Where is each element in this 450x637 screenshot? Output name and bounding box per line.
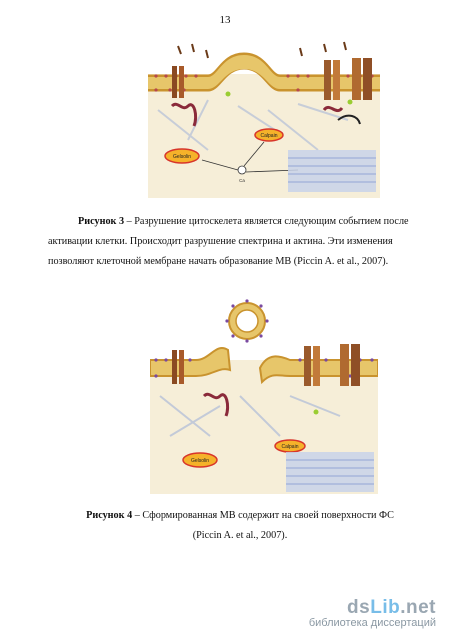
receptor-left-2 [179, 66, 184, 98]
channel-right-3 [352, 58, 361, 100]
ca-ion [238, 166, 246, 174]
ligands [178, 42, 346, 58]
gelsolin-label-2: Gelsolin [190, 458, 210, 464]
figure-3-caption-label: Рисунок 3 [78, 216, 125, 227]
channel-a [304, 346, 311, 386]
signal-dot-3 [314, 410, 319, 415]
page-number: 13 [219, 14, 231, 26]
endoplasmic-reticulum-2 [286, 452, 374, 492]
endoplasmic-reticulum [288, 150, 376, 192]
watermark-brand-lib: Lib [370, 597, 401, 618]
figure-3-caption-line2: активации клетки. Происходит разрушение спектрина и актина. Эти изменения [48, 236, 393, 247]
calpain-label-2: Calpain [281, 444, 299, 450]
ca-label: Ca [239, 178, 245, 183]
receptor-left [172, 66, 177, 98]
figure-4-caption-label: Рисунок 4 [86, 510, 133, 521]
receptor-a [172, 350, 177, 384]
signal-dot [226, 92, 231, 97]
microvesicle [225, 299, 268, 342]
figure-4-caption-line2: (Piccin A. et al., 2007). [192, 530, 288, 541]
figure-3-illustration [148, 40, 380, 198]
figure-3-caption-line1: – Разрушение цитоскелета является следующим событием после [124, 216, 409, 227]
channel-d [351, 344, 360, 386]
watermark-logo[interactable] [309, 597, 436, 619]
signal-dot-2 [348, 100, 353, 105]
watermark-brand-net: .net [400, 597, 436, 618]
figure-3-caption-line3: позволяют клеточной мембране начать образование МВ (Piccin A. et al., 2007). [48, 256, 389, 267]
watermark-brand-ds: ds [347, 597, 371, 618]
calpain-label: Calpain [260, 133, 278, 139]
figure-4-illustration [150, 296, 378, 494]
figure-3-caption [48, 212, 428, 272]
channel-right-2 [333, 60, 340, 100]
watermark-tagline: библиотека диссертаций [308, 617, 436, 629]
channel-right-4 [363, 58, 372, 100]
figure-4-caption-line1: – Сформированная МВ содержит на своей поверхности ФС [132, 510, 394, 521]
channel-c [340, 344, 349, 386]
receptor-b [179, 350, 184, 384]
channel-right-1 [324, 60, 331, 100]
gelsolin-label: Gelsolin [172, 154, 192, 160]
figure-4-caption [50, 506, 430, 546]
watermark [309, 597, 436, 629]
channel-b [313, 346, 320, 386]
